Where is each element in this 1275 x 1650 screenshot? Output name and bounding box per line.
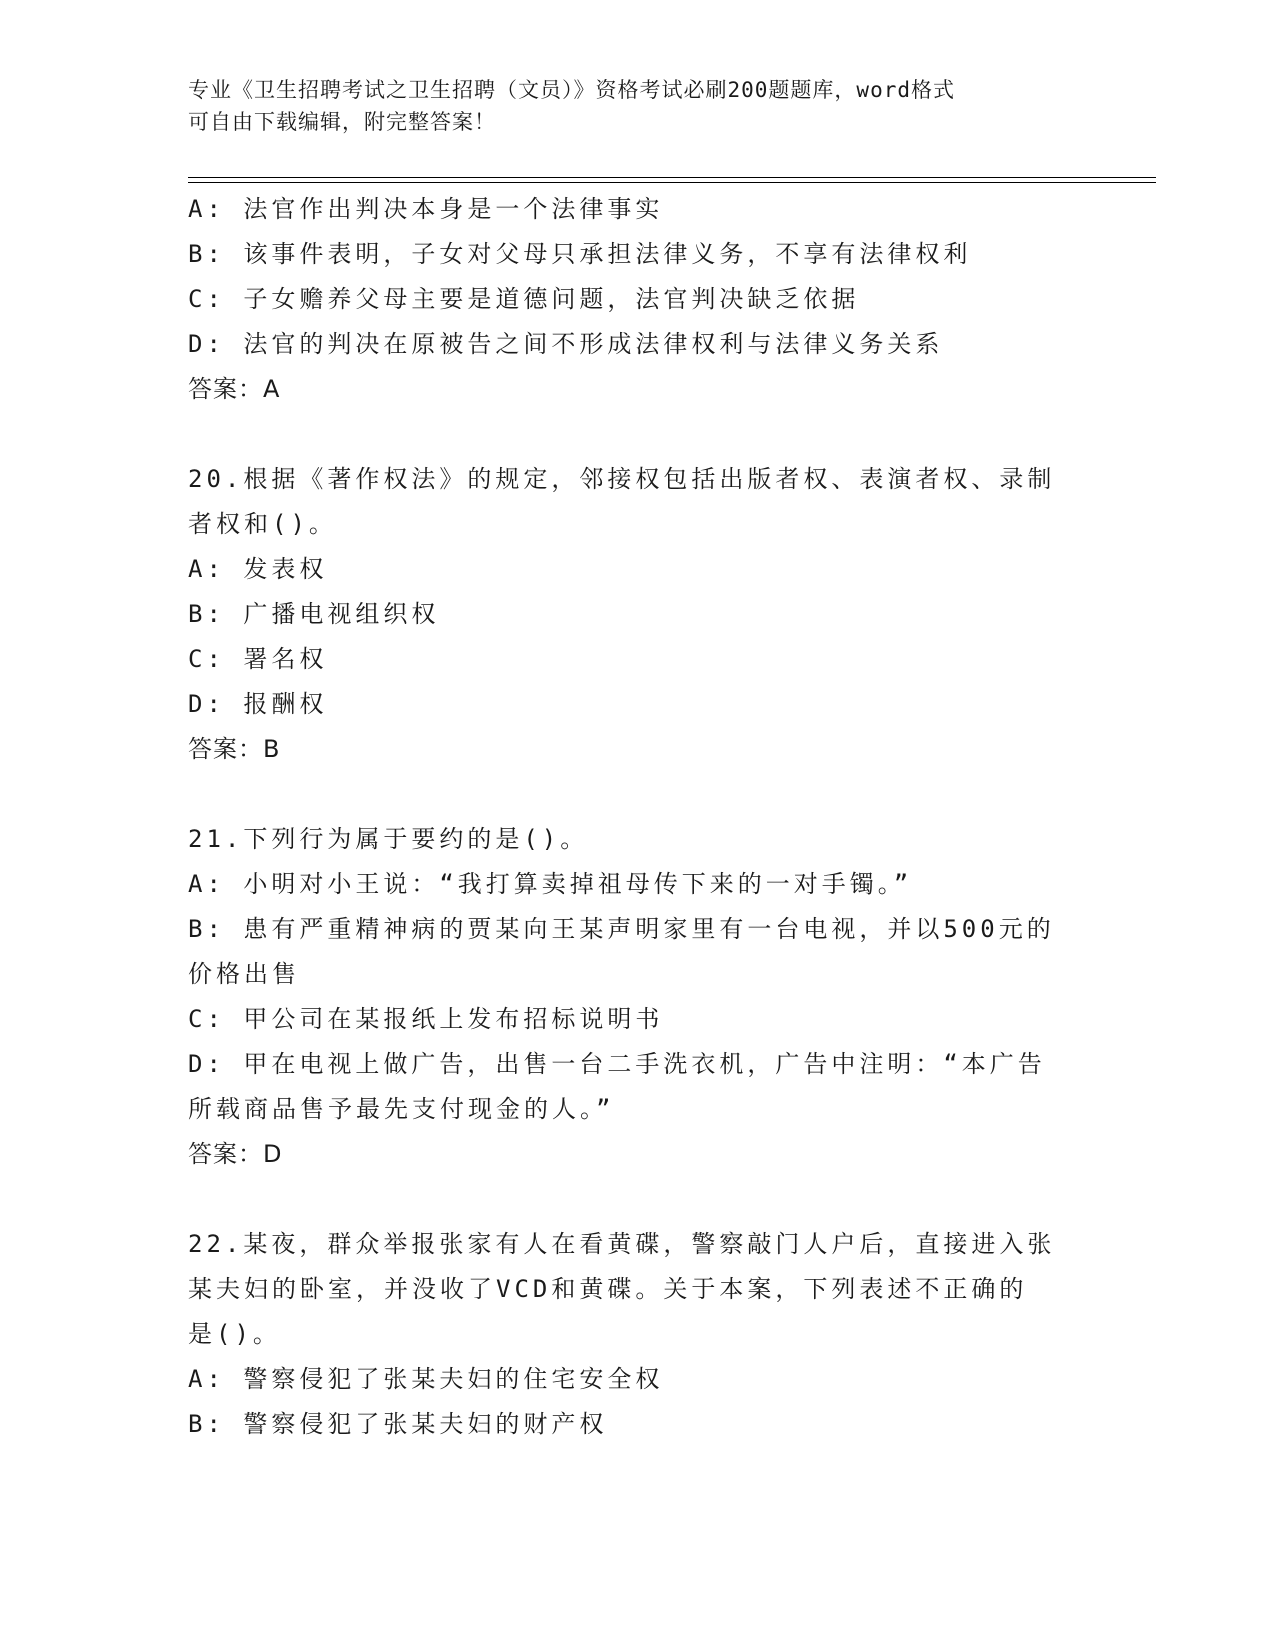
q21-option-d: D: 甲在电视上做广告，出售一台二手洗衣机，广告中注明：“本广告 bbox=[188, 1050, 1046, 1078]
q19-option-d: D: 法官的判决在原被告之间不形成法律权利与法律义务关系 bbox=[188, 330, 944, 358]
q22-stem-line-3: 是()。 bbox=[188, 1320, 281, 1348]
q20-stem-line-1: 20.根据《著作权法》的规定，邻接权包括出版者权、表演者权、录制 bbox=[188, 465, 1056, 493]
header-divider-bottom bbox=[188, 182, 1156, 183]
q20-option-a: A: 发表权 bbox=[188, 555, 328, 583]
q21-option-d-continued: 所载商品售予最先支付现金的人。” bbox=[188, 1095, 615, 1123]
q19-option-a: A: 法官作出判决本身是一个法律事实 bbox=[188, 195, 664, 223]
header-line-2: 可自由下载编辑，附完整答案！ bbox=[188, 110, 496, 134]
q20-option-c: C: 署名权 bbox=[188, 645, 328, 673]
q21-option-c: C: 甲公司在某报纸上发布招标说明书 bbox=[188, 1005, 664, 1033]
q20-option-b: B: 广播电视组织权 bbox=[188, 600, 440, 628]
q19-answer: 答案：A bbox=[188, 375, 281, 403]
q19-option-c: C: 子女赡养父母主要是道德问题，法官判决缺乏依据 bbox=[188, 285, 860, 313]
document-header bbox=[188, 74, 1068, 138]
q21-option-a: A: 小明对小王说：“我打算卖掉祖母传下来的一对手镯。” bbox=[188, 870, 913, 898]
q19-option-b: B: 该事件表明，子女对父母只承担法律义务，不享有法律权利 bbox=[188, 240, 972, 268]
header-line-1: 专业《卫生招聘考试之卫生招聘（文员）》资格考试必刷200题题库，word格式 bbox=[188, 78, 955, 102]
q22-stem-line-1: 22.某夜，群众举报张家有人在看黄碟，警察敲门人户后，直接进入张 bbox=[188, 1230, 1056, 1258]
q22-option-b: B: 警察侵犯了张某夫妇的财产权 bbox=[188, 1410, 608, 1438]
header-divider-top bbox=[188, 177, 1156, 178]
q20-answer: 答案：B bbox=[188, 735, 281, 763]
q20-stem-line-2: 者权和()。 bbox=[188, 510, 337, 538]
q21-option-b: B: 患有严重精神病的贾某向王某声明家里有一台电视，并以500元的 bbox=[188, 915, 1055, 943]
q21-answer: 答案：D bbox=[188, 1140, 283, 1168]
q21-stem: 21.下列行为属于要约的是()。 bbox=[188, 825, 589, 853]
q20-option-d: D: 报酬权 bbox=[188, 690, 328, 718]
q22-option-a: A: 警察侵犯了张某夫妇的住宅安全权 bbox=[188, 1365, 664, 1393]
q22-stem-line-2: 某夫妇的卧室，并没收了VCD和黄碟。关于本案，下列表述不正确的 bbox=[188, 1275, 1028, 1303]
q21-option-b-continued: 价格出售 bbox=[188, 960, 300, 988]
